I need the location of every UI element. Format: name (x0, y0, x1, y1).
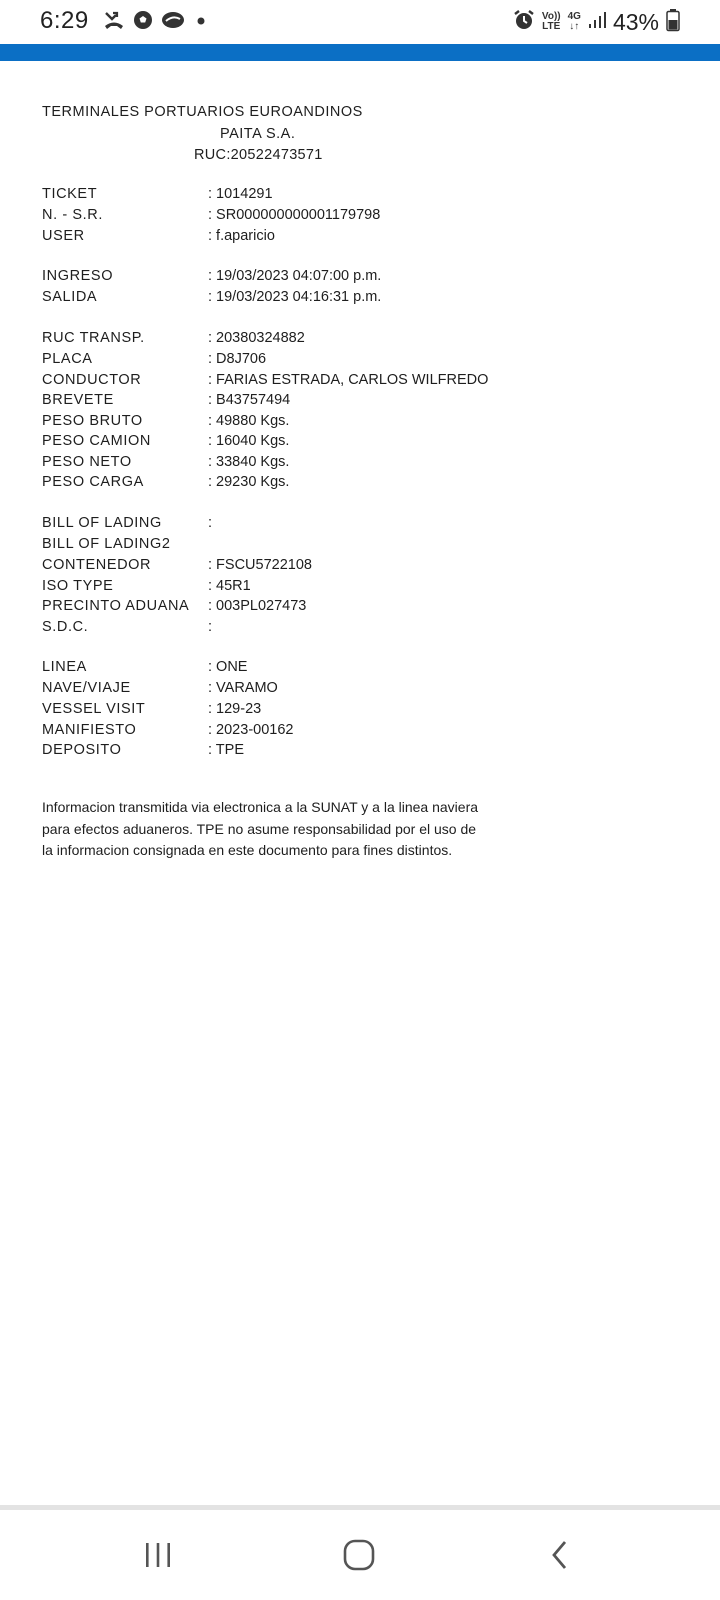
mobile-data-icon: 4G ↓↑ (567, 11, 581, 32)
missed-call-icon (103, 10, 125, 35)
signal-strength-icon (588, 11, 606, 34)
system-icons (513, 6, 680, 38)
volte-icon: Vo)) LTE (541, 11, 561, 32)
back-chevron-icon (548, 1539, 572, 1571)
alarm-icon (513, 9, 535, 36)
battery-icon (666, 8, 680, 37)
app-notification-icon (161, 10, 185, 35)
company-name: TERMINALES PORTUARIOS EUROANDINOS (42, 104, 363, 120)
navigation-bar (0, 1510, 720, 1600)
status-time: 6:29 (40, 7, 89, 34)
company-ruc: RUC:20522473571 (194, 147, 323, 163)
more-notifications-dot-icon (193, 10, 207, 35)
home-button[interactable] (329, 1530, 389, 1580)
home-icon (342, 1538, 376, 1572)
company-name-line2: PAITA S.A. (220, 126, 296, 142)
recent-apps-icon (142, 1540, 174, 1570)
battery-percent: 43% (612, 8, 659, 35)
disclaimer-text: Informacion transmitida via electronica a la SUNAT y a la linea naviera para efectos aduaneros. TPE no asume responsabilidad por el uso de la informacion consignada en este documento para fines distintos. (42, 799, 479, 858)
recent-apps-button[interactable] (128, 1530, 188, 1580)
status-bar (0, 0, 720, 44)
soccer-ball-icon (133, 10, 153, 35)
app-header-band (0, 44, 720, 61)
notification-icons (103, 11, 207, 33)
back-button[interactable] (530, 1530, 590, 1580)
